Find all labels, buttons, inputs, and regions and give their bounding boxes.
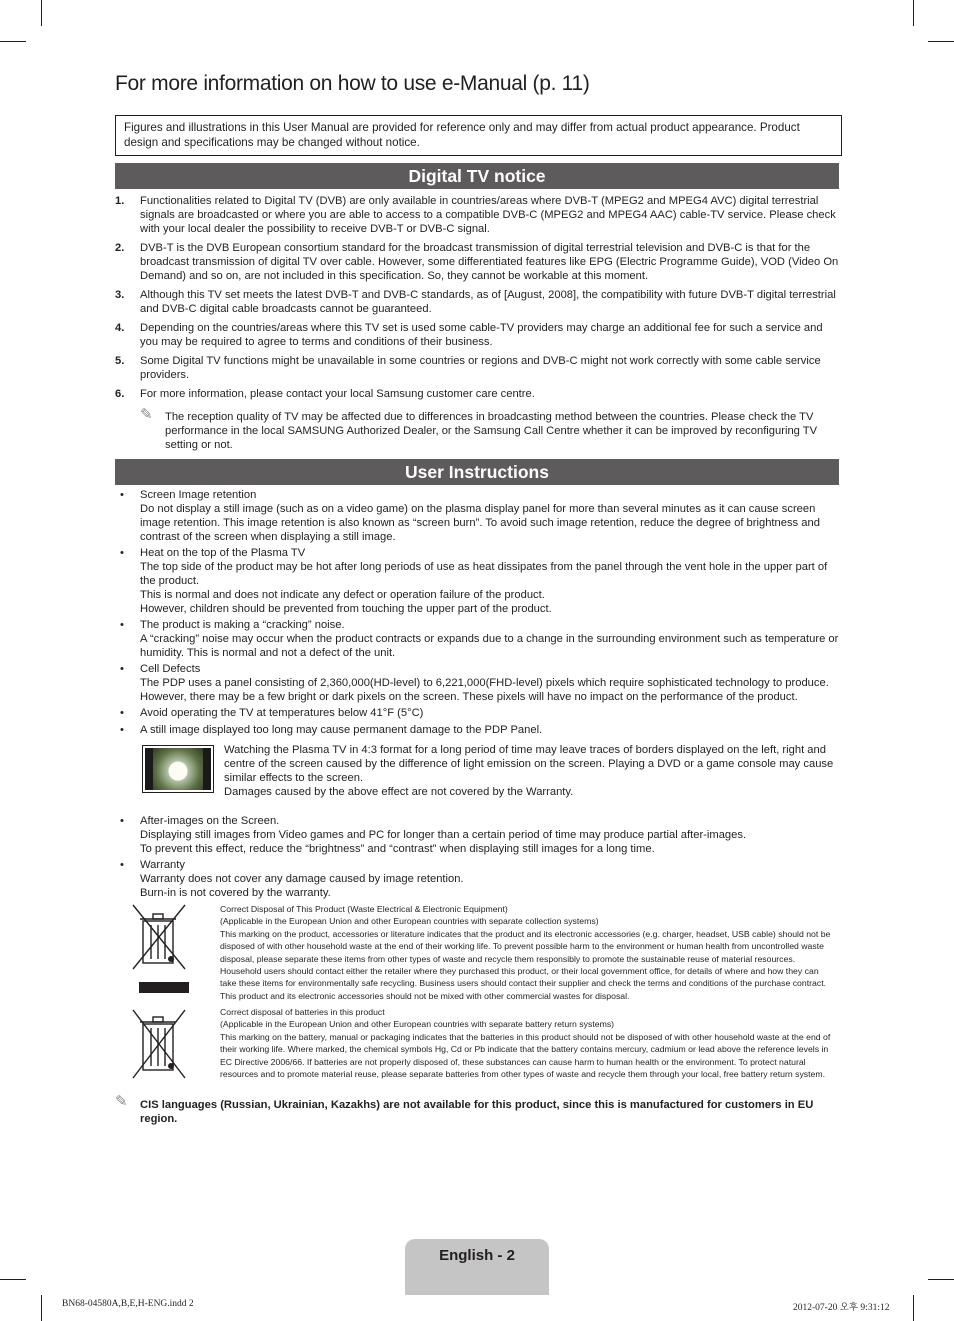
item-body: Do not display a still image (such as on a video game) on the plasma display panel for more than several minutes as it can cause screen image retention. This image retention is also known as “screen burn”. To avoid such image retention, reduce the degree of brightness and contrast of the screen when displaying a still image. [140,503,820,543]
item-heading: After-images on the Screen. [140,815,280,827]
item-heading: Avoid operating the TV at temperatures below 41°F (5°C) [140,707,424,719]
item-body: Displaying still images from Video games and PC for longer than a certain period of time may produce partial after-images. [140,829,747,841]
bullet-icon: • [120,619,124,631]
crop-mark [0,1279,26,1280]
crop-mark [41,0,42,26]
flower-image [153,748,203,790]
list-item [115,662,839,704]
weee-text: This marking on the product, accessories or literature indicates that the product and its electronic accessories (e.g. charger, headset, USB cable) should not be disposed of with other household waste at the end of their working life. To prevent possible harm to the environment or human health from uncontrolled waste disposal, please separate these items from other types of waste and recycle them responsibly to promote the sustainable reuse of material resources. Household users should contact either the retailer where they purchased this product, or their local government office, for details of where and how they can take these items for environmentally safe recycling. Business users should contact their supplier and check the terms and conditions of the purchase contract. This product and its electronic accessories should not be mixed with other commercial wastes for disposal. [220,928,831,1001]
item-text: Some Digital TV functions might be unavailable in some countries or regions and DVB-C might not work correctly with some cable service providers. [140,355,821,381]
list-item [115,321,839,349]
bullet-icon: • [120,663,124,675]
bullet-icon: • [120,815,124,827]
bullet-icon: • [120,547,124,559]
bullet-icon: • [120,724,124,736]
list-item [115,723,839,737]
crop-mark [928,1279,954,1280]
item-body: However, children should be prevented from touching the upper part of the product. [140,603,552,615]
item-text: For more information, please contact your local Samsung customer care centre. [140,388,535,400]
battery-title: Correct disposal of batteries in this product [220,1007,385,1017]
list-item [115,488,839,544]
bullet-icon: • [120,707,124,719]
figure-caption: Watching the Plasma TV in 4:3 format for a long period of time may leave traces of borders displayed on the left, right and centre of the screen caused by the difference of light emission on the screen. Playing a DVD or a game console may cause similar effects to the screen. [224,744,834,784]
item-text: DVB-T is the DVB European consortium standard for the broadcast transmission of digital terrestrial television and DVB-C is that for the broadcast transmission of digital TV over cable. However, some differentiated features like EPG (Electric Programme Guide), VOD (Video On Demand) and so on, are not included in this specification. So, they cannot be workable at this moment. [140,242,839,282]
item-body: The top side of the product may be hot after long periods of use as heat dissipates from the panel through the vent hole in the upper part of the product. [140,561,828,587]
item-number: 4. [115,322,125,334]
page-number-tab [405,1239,549,1295]
tv-illustration [142,745,214,793]
figure-caption: Damages caused by the above effect are not covered by the Warranty. [224,786,574,798]
section-header-digital-tv: Digital TV notice [115,163,839,189]
crop-mark [928,41,954,42]
list-item [115,354,839,382]
weee-subtitle: (Applicable in the European Union and other European countries with separate collection systems) [220,916,599,927]
list-item [115,706,839,720]
list-item [115,288,839,316]
pencil-note-icon: ✎ [115,1093,128,1110]
crossed-bin-icon [131,903,191,998]
item-heading: The product is making a “cracking” noise. [140,619,345,631]
battery-subtitle: (Applicable in the European Union and other European countries with separate battery return systems) [220,1019,615,1030]
list-item [115,546,839,616]
page-title: For more information on how to use e-Manual (p. 11) [115,72,590,95]
item-number: 6. [115,388,125,400]
item-text: Although this TV set meets the latest DVB-T and DVB-C standards, as of [August, 2008], the compatibility with future DVB-T digital terrestrial and DVB-C digital cable broadcasts cannot be guaranteed. [140,289,836,315]
battery-text: This marking on the battery, manual or packaging indicates that the batteries in this product should not be disposed of with other household waste at the end of their working life. Where marked, the chemical symbols Hg, Cd or Pb indicate that the battery contains mercury, cadmium or lead above the reference levels in EC Directive 2006/66. If batteries are not properly disposed of, these substances can cause harm to human health or the environment. To protect natural resources and to promote material reuse, please separate batteries from other types of waste and recycle them through your local, free battery return system. [220,1031,831,1080]
item-body: The PDP uses a panel consisting of 2,360,000(HD-level) to 6,221,000(FHD-level) pixels which require sophisticated technology to produce. However, there may be a few bright or dark pixels on the screen. These pixels will have no impact on the performance of the product. [140,677,829,703]
item-heading: Cell Defects [140,663,201,675]
date-slug: 2012-07-20 오후 9:31:12 [793,1303,890,1313]
list-item [115,814,839,856]
digital-tv-list [115,194,839,452]
weee-title: Correct Disposal of This Product (Waste Electrical & Electronic Equipment) [220,904,508,914]
crop-mark [913,1295,914,1321]
item-number: 5. [115,355,125,367]
list-item [115,618,839,660]
note-text: The reception quality of TV may be affected due to differences in broadcasting method between the countries. Please check the TV performance in the local SAMSUNG Authorized Dealer, or the Samsung Call Centre whether it can be improved by reconfiguring TV setting or not. [165,411,818,451]
disclaimer-box: Figures and illustrations in this User Manual are provided for reference only and may differ from actual product appearance. Product design and specifications may be changed without notice. [115,115,842,156]
page-number: English - 2 [439,1247,515,1264]
list-item [115,387,839,401]
list-item [115,241,839,283]
item-number: 1. [115,195,125,207]
item-heading: A still image displayed too long may cause permanent damage to the PDP Panel. [140,724,543,736]
note [115,406,839,452]
item-body: Burn-in is not covered by the warranty. [140,887,331,899]
item-body: Warranty does not cover any damage caused by image retention. [140,873,464,885]
item-number: 2. [115,242,125,254]
pencil-note-icon: ✎ [140,406,153,423]
section-header-user-instructions: User Instructions [115,459,839,485]
item-number: 3. [115,289,125,301]
item-body: To prevent this effect, reduce the “brightness” and “contrast” when displaying still images for a long time. [140,843,655,855]
crop-mark [41,1295,42,1321]
cis-note [115,1093,839,1126]
bullet-icon: • [120,859,124,871]
crop-mark [0,41,26,42]
list-item [115,858,839,900]
item-text: Depending on the countries/areas where this TV set is used some cable-TV providers may charge an additional fee for such a service and you may be required to agree to terms and conditions of their business. [140,322,823,348]
item-text: Functionalities related to Digital TV (DVB) are only available in countries/areas where DVB-T (MPEG2 and MPEG4 AVC) digital terrestrial signals are broadcasted or where you are able to access to a compatible DVB-C (MPEG2 and MPEG4 AAC) cable-TV service. Please check with your local dealer the possibility to receive DVB-T or DVB-C signal. [140,195,836,235]
item-body: A “cracking” noise may occur when the product contracts or expands due to a change in the surrounding environment such as temperature or humidity. This is normal and not a defect of the unit. [140,633,839,659]
still-image-figure [115,743,839,805]
crop-mark [913,0,914,26]
file-slug: BN68-04580A,B,E,H-ENG.indd 2 [62,1299,194,1309]
list-item [115,194,839,236]
item-heading: Warranty [140,859,185,871]
item-heading: Heat on the top of the Plasma TV [140,547,306,559]
user-instructions-list [115,488,839,902]
bullet-icon: • [120,489,124,501]
item-body: This is normal and does not indicate any defect or operation failure of the product. [140,589,545,601]
crossed-bin-icon [131,1006,191,1089]
item-heading: Screen Image retention [140,489,257,501]
cis-note-text: CIS languages (Russian, Ukrainian, Kazakhs) are not available for this product, since this is manufactured for customers in EU region. [140,1099,814,1125]
